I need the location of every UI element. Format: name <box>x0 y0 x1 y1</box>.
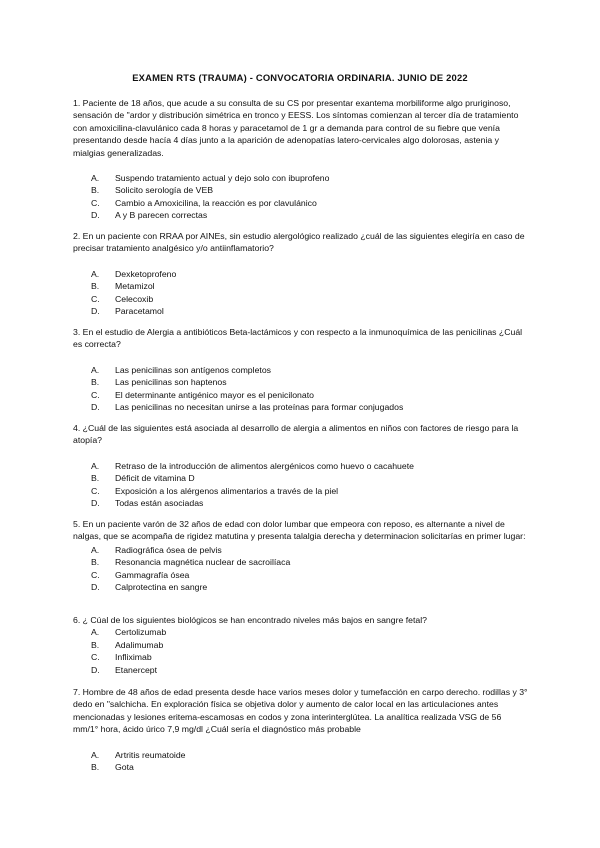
option-letter: D. <box>91 497 100 508</box>
option-text: Gota <box>115 762 134 773</box>
option-text: Calprotectina en sangre <box>115 581 208 592</box>
option-letter: A. <box>91 364 100 375</box>
option-text: Déficit de vitamina D <box>115 473 195 484</box>
option-letter: B. <box>91 377 100 388</box>
option-text: Metamizol <box>115 281 155 292</box>
question-2-option-c[interactable] <box>73 293 528 305</box>
option-text: Las penicilinas son haptenos <box>115 377 227 388</box>
question-6-option-b[interactable] <box>73 639 528 651</box>
option-letter: B. <box>91 639 100 650</box>
option-letter: C. <box>91 293 100 304</box>
question-4-stem: 4. ¿Cuál de las siguientes está asociada al desarrollo de alergia a alimentos en niños con factores de riesgo para la atopía? <box>73 423 519 446</box>
question-4-option-d[interactable] <box>73 497 528 509</box>
question-6-option-a[interactable] <box>73 626 528 638</box>
option-text: Dexketoprofeno <box>115 268 177 279</box>
question-1-option-c[interactable] <box>73 197 528 209</box>
question-6-stem: 6. ¿ Cúal de los siguientes biológicos se han encontrado niveles más bajos en sangre fetal? <box>73 615 427 625</box>
option-letter: D. <box>91 401 100 412</box>
question-6-option-c[interactable] <box>73 651 528 663</box>
option-text: Cambio a Amoxicilina, la reacción es por clavulánico <box>115 197 317 208</box>
question-2 <box>73 230 528 317</box>
question-3-option-b[interactable] <box>73 376 528 388</box>
option-letter: B. <box>91 557 100 568</box>
option-letter: C. <box>91 652 100 663</box>
question-7-option-a[interactable] <box>73 749 528 761</box>
question-7-stem: 7. Hombre de 48 años de edad presenta desde hace varios meses dolor y tumefacción en carpo derecho. rodillas y 3° dedo en "salchicha. En exploración física se objetiva dolor y aumento de calor local en las articulaciones antes mencionadas y lesiones eritema-escamosas en codos y zona interinterglútea. La analítica realizada VSG de 56 mm/1° hora, ácido úrico 7,9 mg/dl ¿Cuál sería el diagnóstico más probable <box>73 687 528 735</box>
option-text: Exposición a los alérgenos alimentarios a través de la piel <box>115 485 339 496</box>
question-3-option-c[interactable] <box>73 389 528 401</box>
question-3-options <box>73 364 528 414</box>
option-letter: A. <box>91 460 100 471</box>
question-1-stem: 1. Paciente de 18 años, que acude a su consulta de su CS por presentar exantema morbiliforme algo pruriginoso, sensación de "ardor y distribución simétrica en tronco y EESS. Los síntomas comienzan al tercer día de tratamiento con amoxicilina-clavulánico cada 8 horas y paracetamol de 1 gr a demanda para control de su fiebre que venía presentando desde hacía 4 días junto a la aparición de adenopatías latero-cervicales algo dolorosas, astenia y mialgias generalizadas. <box>73 98 519 158</box>
question-2-option-a[interactable] <box>73 268 528 280</box>
question-1-options <box>73 172 528 222</box>
question-7-options <box>73 749 528 774</box>
question-1-option-b[interactable] <box>73 184 528 196</box>
option-letter: B. <box>91 281 100 292</box>
option-letter: A. <box>91 627 100 638</box>
question-7 <box>73 686 528 773</box>
option-text: Artritis reumatoide <box>115 749 186 760</box>
question-2-options <box>73 268 528 318</box>
option-letter: B. <box>91 185 100 196</box>
option-text: Celecoxib <box>115 293 154 304</box>
option-text: Resonancia magnética nuclear de sacroilíaca <box>115 557 291 568</box>
question-4-option-a[interactable] <box>73 460 528 472</box>
option-text: Paracetamol <box>115 305 164 316</box>
question-5 <box>73 518 528 593</box>
option-letter: A. <box>91 544 100 555</box>
exam-title: EXAMEN RTS (TRAUMA) - CONVOCATORIA ORDINARIA. JUNIO DE 2022 <box>132 72 468 83</box>
option-letter: A. <box>91 749 100 760</box>
option-letter: C. <box>91 569 100 580</box>
option-letter: D. <box>91 664 100 675</box>
question-5-option-b[interactable] <box>73 556 528 568</box>
question-4-options <box>73 460 528 510</box>
option-letter: C. <box>91 197 100 208</box>
option-letter: B. <box>91 762 100 773</box>
question-5-option-c[interactable] <box>73 569 528 581</box>
option-text: Etanercept <box>115 664 158 675</box>
question-2-option-d[interactable] <box>73 305 528 317</box>
option-text: Radiográfica ósea de pelvis <box>115 544 222 555</box>
option-text: El determinante antigénico mayor es el penicilonato <box>115 389 314 400</box>
option-text: Gammagrafía ósea <box>115 569 190 580</box>
option-text: Las penicilinas son antígenos completos <box>115 364 271 375</box>
question-2-stem: 2. En un paciente con RRAA por AINEs, sin estudio alergológico realizado ¿cuál de las siguientes elegiría en caso de precisar tratamiento analgésico y/o antiinflamatorio? <box>73 231 525 254</box>
question-4-option-b[interactable] <box>73 472 528 484</box>
question-1 <box>73 97 528 222</box>
question-2-option-b[interactable] <box>73 280 528 292</box>
question-5-option-a[interactable] <box>73 544 528 556</box>
question-6 <box>73 614 528 676</box>
question-1-option-d[interactable] <box>73 209 528 221</box>
option-letter: A. <box>91 173 100 184</box>
option-letter: A. <box>91 268 100 279</box>
question-3-stem: 3. En el estudio de Alergia a antibióticos Beta-lactámicos y con respecto a la inmunoquímica de las penicilinas ¿Cuál es correcta? <box>73 327 523 350</box>
option-letter: D. <box>91 581 100 592</box>
question-3 <box>73 326 528 413</box>
question-6-option-d[interactable] <box>73 664 528 676</box>
question-5-stem: 5. En un paciente varón de 32 años de edad con dolor lumbar que empeora con reposo, es alternante a nivel de nalgas, que se acompaña de rigidez matutina y presenta talalgia derecha y determinacion solicitarías en primer lugar: <box>73 519 526 542</box>
question-5-option-d[interactable] <box>73 581 528 593</box>
option-text: Solicito serología de VEB <box>115 185 214 196</box>
question-6-options <box>73 626 528 676</box>
option-letter: D. <box>91 210 100 221</box>
option-letter: C. <box>91 389 100 400</box>
option-letter: C. <box>91 485 100 496</box>
option-text: Retraso de la introducción de alimentos alergénicos como huevo o cacahuete <box>115 460 414 471</box>
option-text: Certolizumab <box>115 627 167 638</box>
option-text: Adalimumab <box>115 639 164 650</box>
option-text: Todas están asociadas <box>115 497 204 508</box>
option-text: A y B parecen correctas <box>115 210 208 221</box>
option-text: Suspendo tratamiento actual y dejo solo con ibuprofeno <box>115 173 330 184</box>
question-3-option-d[interactable] <box>73 401 528 413</box>
question-1-option-a[interactable] <box>73 172 528 184</box>
question-4 <box>73 422 528 509</box>
option-letter: D. <box>91 305 100 316</box>
option-text: Infliximab <box>115 652 152 663</box>
question-4-option-c[interactable] <box>73 485 528 497</box>
option-text: Las penicilinas no necesitan unirse a las proteínas para formar conjugados <box>115 401 404 412</box>
question-7-option-b[interactable] <box>73 761 528 773</box>
option-letter: B. <box>91 473 100 484</box>
question-3-option-a[interactable] <box>73 364 528 376</box>
question-5-options <box>73 544 528 594</box>
